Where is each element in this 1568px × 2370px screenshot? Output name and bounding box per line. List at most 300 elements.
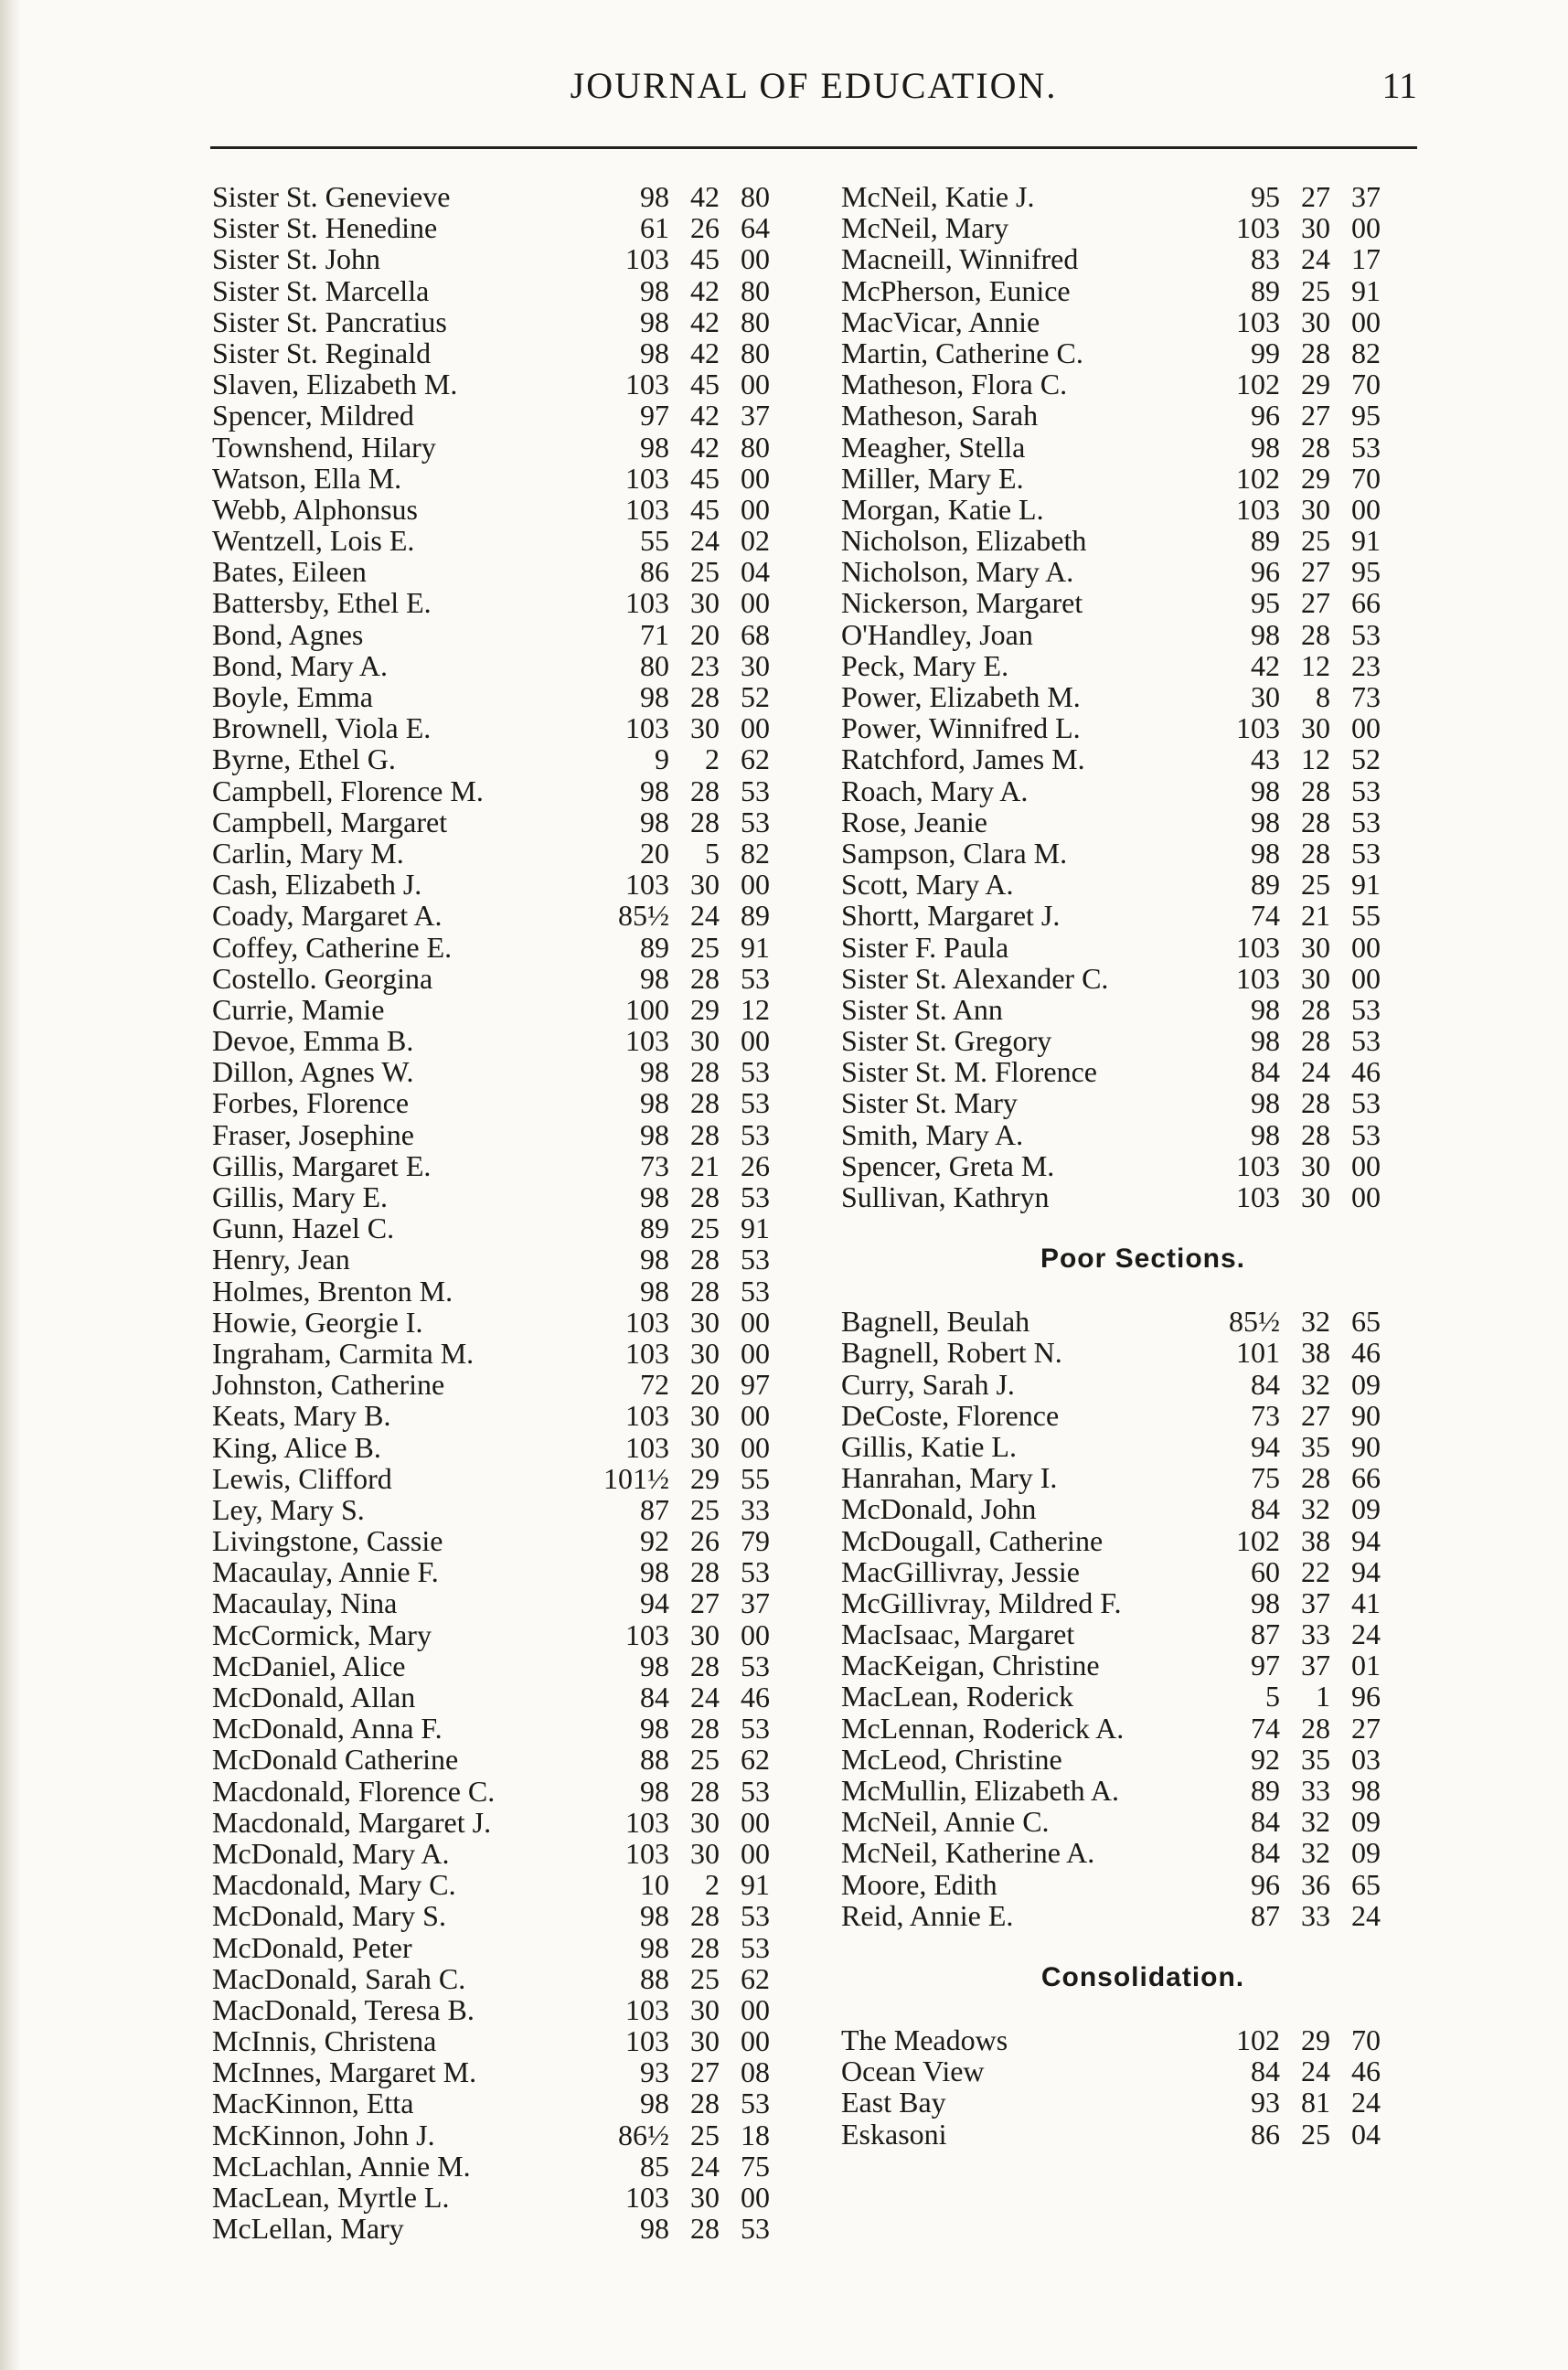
entry-value-3: 33 <box>741 1492 770 1526</box>
entry-value-2: 30 <box>690 1399 720 1433</box>
entry-name: Sister St. John <box>212 242 381 276</box>
table-row <box>212 1994 811 2025</box>
entry-value-1: 80 <box>640 648 669 682</box>
table-row <box>841 775 1445 806</box>
entry-value-1: 83 <box>1251 242 1280 276</box>
entry-value-3: 00 <box>741 461 770 495</box>
consolidation-heading: Consolidation. <box>1040 1961 1245 1992</box>
entry-value-1: 98 <box>640 1899 669 1933</box>
table-row <box>841 1837 1445 1868</box>
entry-value-3: 37 <box>741 399 770 432</box>
entry-value-3: 53 <box>741 2212 770 2246</box>
entry-value-3: 65 <box>1351 1305 1381 1339</box>
poor-sections-list <box>841 1306 1445 1931</box>
entry-name: MacIsaac, Margaret <box>841 1617 1075 1651</box>
entry-name: McDonald, Anna F. <box>212 1712 443 1745</box>
entry-name: Nicholson, Elizabeth <box>841 524 1087 558</box>
table-row <box>212 1338 811 1369</box>
entry-name: McNeil, Annie C. <box>841 1805 1050 1839</box>
entry-value-2: 26 <box>690 211 720 245</box>
table-row <box>212 1432 811 1463</box>
table-row <box>841 337 1445 368</box>
entry-value-3: 94 <box>1351 1554 1381 1588</box>
entry-value-2: 38 <box>1301 1336 1330 1370</box>
entry-value-1: 74 <box>1251 1711 1280 1745</box>
entry-value-1: 60 <box>1251 1554 1280 1588</box>
entry-name: Macaulay, Nina <box>212 1586 398 1620</box>
entry-value-2: 25 <box>690 1212 720 1245</box>
entry-value-1: 43 <box>1251 742 1280 776</box>
entry-value-2: 30 <box>690 1617 720 1651</box>
table-row <box>841 212 1445 243</box>
entry-value-1: 103 <box>625 1617 669 1651</box>
entry-value-2: 8 <box>1316 680 1330 713</box>
entry-name: Brownell, Viola E. <box>212 711 432 745</box>
entry-value-1: 103 <box>1236 1148 1280 1182</box>
entry-name: Ocean View <box>841 2055 985 2088</box>
entry-value-1: 103 <box>1236 1180 1280 1213</box>
entry-value-3: 00 <box>1351 1148 1381 1182</box>
table-row <box>212 1400 811 1431</box>
table-row <box>212 2056 811 2087</box>
entry-value-2: 25 <box>690 1743 720 1777</box>
entry-name: McDonald Catherine <box>212 1743 459 1777</box>
entry-value-2: 45 <box>690 461 720 495</box>
table-row <box>841 1150 1445 1181</box>
table-row <box>212 2182 811 2213</box>
entry-value-2: 28 <box>690 1649 720 1682</box>
entry-name: Coady, Margaret A. <box>212 899 443 933</box>
table-row <box>212 743 811 774</box>
entry-value-2: 21 <box>1301 899 1330 933</box>
entry-value-1: 72 <box>640 1368 669 1402</box>
entry-value-3: 53 <box>741 1055 770 1089</box>
entry-name: Nicholson, Mary A. <box>841 555 1074 589</box>
entry-value-3: 53 <box>1351 992 1381 1026</box>
entry-value-1: 96 <box>1251 399 1280 432</box>
entry-name: Sister St. Gregory <box>841 1024 1052 1058</box>
entry-name: Bates, Eileen <box>212 555 367 589</box>
entry-name: Hanrahan, Mary I. <box>841 1461 1058 1495</box>
entry-name: Gillis, Katie L. <box>841 1429 1017 1463</box>
table-row <box>841 1181 1445 1212</box>
entry-value-2: 42 <box>690 304 720 338</box>
table-row <box>212 494 811 525</box>
entry-name: Reid, Annie E. <box>841 1898 1014 1932</box>
entry-value-1: 30 <box>1251 680 1280 713</box>
entry-value-1: 103 <box>625 868 669 902</box>
entry-value-1: 103 <box>625 1992 669 2026</box>
entry-value-2: 24 <box>690 899 720 933</box>
entry-value-2: 23 <box>690 648 720 682</box>
entry-name: Watson, Ella M. <box>212 461 402 495</box>
table-row <box>841 243 1445 274</box>
entry-name: Battersby, Ethel E. <box>212 586 432 620</box>
entry-value-1: 98 <box>640 430 669 464</box>
entry-name: Webb, Alphonsus <box>212 492 418 526</box>
entry-value-2: 28 <box>690 2212 720 2246</box>
entry-value-3: 53 <box>741 2087 770 2120</box>
entry-value-3: 53 <box>741 805 770 838</box>
entry-value-3: 53 <box>1351 1117 1381 1151</box>
entry-value-1: 61 <box>640 211 669 245</box>
entry-name: McDonald, Peter <box>212 1930 412 1964</box>
entry-value-3: 00 <box>741 2024 770 2058</box>
entry-name: Bagnell, Robert N. <box>841 1336 1062 1370</box>
entry-value-1: 103 <box>625 1805 669 1839</box>
entry-value-3: 53 <box>741 961 770 995</box>
entry-value-2: 29 <box>1301 2023 1330 2056</box>
page-header <box>210 64 1417 119</box>
table-row <box>841 650 1445 681</box>
entry-name: Campbell, Florence M. <box>212 774 484 807</box>
entry-value-1: 103 <box>625 461 669 495</box>
entry-value-1: 98 <box>640 180 669 213</box>
entry-value-3: 90 <box>1351 1429 1381 1463</box>
entry-value-2: 45 <box>690 242 720 276</box>
entry-value-3: 94 <box>1351 1523 1381 1557</box>
entry-value-3: 27 <box>1351 1711 1381 1745</box>
entry-value-1: 98 <box>640 1243 669 1276</box>
entry-value-2: 20 <box>690 617 720 651</box>
table-row <box>212 525 811 556</box>
entry-value-2: 81 <box>1301 2086 1330 2119</box>
table-row <box>841 306 1445 337</box>
table-row <box>212 619 811 650</box>
entry-name: Macaulay, Annie F. <box>212 1555 439 1589</box>
entry-value-3: 80 <box>741 336 770 369</box>
entry-name: MacVicar, Annie <box>841 304 1040 338</box>
entry-value-3: 00 <box>741 368 770 401</box>
table-row <box>212 1181 811 1212</box>
entry-name: Sullivan, Kathryn <box>841 1180 1050 1213</box>
entry-name: Sister F. Paula <box>841 930 1009 964</box>
table-row <box>212 1494 811 1525</box>
entry-value-1: 102 <box>1236 461 1280 495</box>
table-row <box>212 932 811 963</box>
entry-value-3: 53 <box>1351 617 1381 651</box>
entry-value-2: 25 <box>690 555 720 589</box>
entry-value-2: 29 <box>690 992 720 1026</box>
table-row <box>212 838 811 869</box>
entry-value-1: 103 <box>625 1336 669 1370</box>
entry-value-3: 95 <box>1351 555 1381 589</box>
entry-value-2: 29 <box>1301 368 1330 401</box>
table-row <box>841 1556 1445 1587</box>
consolidation-list <box>841 2024 1445 2150</box>
entry-value-1: 98 <box>640 336 669 369</box>
entry-value-2: 29 <box>690 1461 720 1495</box>
entry-value-3: 65 <box>1351 1867 1381 1901</box>
entry-value-1: 89 <box>640 1212 669 1245</box>
entry-value-3: 91 <box>1351 273 1381 307</box>
entry-value-1: 95 <box>1251 586 1280 620</box>
entry-value-1: 86½ <box>618 2118 669 2151</box>
entry-value-1: 98 <box>640 2087 669 2120</box>
entry-name: King, Alice B. <box>212 1430 381 1464</box>
entry-value-2: 27 <box>1301 586 1330 620</box>
entry-value-2: 45 <box>690 492 720 526</box>
entry-value-1: 97 <box>640 399 669 432</box>
entry-name: McGillivray, Mildred F. <box>841 1585 1122 1619</box>
entry-value-1: 98 <box>640 1055 669 1089</box>
entry-name: Townshend, Hilary <box>212 430 436 464</box>
entry-value-1: 103 <box>625 2181 669 2214</box>
entry-value-2: 30 <box>1301 211 1330 245</box>
entry-name: Cash, Elizabeth J. <box>212 868 422 902</box>
entry-value-2: 30 <box>690 1336 720 1370</box>
table-row <box>212 1369 811 1400</box>
table-row <box>841 587 1445 618</box>
entry-name: The Meadows <box>841 2023 1008 2056</box>
entry-value-2: 30 <box>690 1992 720 2026</box>
entry-value-2: 12 <box>1301 742 1330 776</box>
table-row <box>212 1963 811 1994</box>
entry-value-3: 53 <box>1351 1086 1381 1120</box>
table-row <box>841 1337 1445 1368</box>
entry-value-2: 26 <box>690 1524 720 1558</box>
entry-value-3: 08 <box>741 2055 770 2089</box>
entry-name: McDonald, Mary S. <box>212 1899 446 1933</box>
entry-value-1: 89 <box>1251 273 1280 307</box>
entry-value-3: 02 <box>741 524 770 558</box>
entry-value-2: 28 <box>1301 1117 1330 1151</box>
entry-value-1: 73 <box>640 1148 669 1182</box>
entry-value-2: 25 <box>690 1961 720 1995</box>
entry-value-3: 09 <box>1351 1367 1381 1401</box>
table-row <box>212 181 811 212</box>
table-row <box>841 1775 1445 1806</box>
table-row <box>841 1744 1445 1775</box>
table-row <box>212 587 811 618</box>
entry-value-3: 53 <box>741 1180 770 1213</box>
entry-name: Wentzell, Lois E. <box>212 524 415 558</box>
entry-name: Sister St. M. Florence <box>841 1055 1097 1089</box>
entry-name: Meagher, Stella <box>841 430 1026 464</box>
entry-value-1: 103 <box>625 1024 669 1058</box>
entry-value-3: 09 <box>1351 1836 1381 1870</box>
table-row <box>841 1306 1445 1337</box>
entry-value-2: 25 <box>1301 273 1330 307</box>
entry-value-1: 93 <box>1251 2086 1280 2119</box>
entry-value-3: 64 <box>741 211 770 245</box>
table-row <box>841 838 1445 869</box>
table-row <box>841 1900 1445 1931</box>
entry-name: McDaniel, Alice <box>212 1649 406 1682</box>
table-row <box>212 2213 811 2244</box>
entry-value-1: 98 <box>1251 1117 1280 1151</box>
table-row <box>212 650 811 681</box>
entry-name: Matheson, Sarah <box>841 399 1039 432</box>
entry-name: McNeil, Katie J. <box>841 180 1035 213</box>
entry-name: Roach, Mary A. <box>841 774 1029 807</box>
entry-name: Byrne, Ethel G. <box>212 742 396 776</box>
entry-value-3: 00 <box>1351 492 1381 526</box>
entry-value-3: 62 <box>741 1743 770 1777</box>
entry-value-3: 23 <box>1351 648 1381 682</box>
entry-value-1: 102 <box>1236 1523 1280 1557</box>
entry-value-3: 00 <box>741 586 770 620</box>
entry-name: Gillis, Mary E. <box>212 1180 388 1213</box>
entry-name: Sister St. Pancratius <box>212 304 447 338</box>
entry-value-2: 28 <box>690 805 720 838</box>
entry-name: Slaven, Elizabeth M. <box>212 368 458 401</box>
entry-value-3: 95 <box>1351 399 1381 432</box>
table-row <box>212 1681 811 1713</box>
entry-value-2: 30 <box>1301 1180 1330 1213</box>
table-row <box>212 463 811 494</box>
entry-value-2: 42 <box>690 273 720 307</box>
table-row <box>212 775 811 806</box>
entry-value-3: 46 <box>741 1681 770 1713</box>
entry-value-3: 82 <box>741 836 770 870</box>
journal-title: JOURNAL OF EDUCATION. <box>570 65 1058 106</box>
entry-name: O'Handley, Joan <box>841 617 1033 651</box>
entry-value-1: 89 <box>640 930 669 964</box>
entry-value-2: 30 <box>690 2181 720 2214</box>
entry-value-1: 100 <box>625 992 669 1026</box>
table-row <box>212 1900 811 1931</box>
entry-name: McDonald, John <box>841 1492 1037 1526</box>
table-row <box>841 400 1445 431</box>
entry-value-2: 30 <box>690 868 720 902</box>
table-row <box>841 806 1445 838</box>
entry-value-3: 26 <box>741 1148 770 1182</box>
entry-value-1: 99 <box>1251 336 1280 369</box>
entry-value-3: 53 <box>741 1712 770 1745</box>
entry-value-2: 28 <box>690 2087 720 2120</box>
entry-value-2: 28 <box>1301 617 1330 651</box>
entry-value-2: 27 <box>1301 180 1330 213</box>
entry-value-3: 73 <box>1351 680 1381 713</box>
entry-value-1: 103 <box>625 1399 669 1433</box>
entry-name: Miller, Mary E. <box>841 461 1024 495</box>
entry-value-3: 66 <box>1351 1461 1381 1495</box>
table-row <box>212 1776 811 1807</box>
table-row <box>841 463 1445 494</box>
entry-value-1: 103 <box>1236 961 1280 995</box>
entry-name: Ingraham, Carmita M. <box>212 1336 475 1370</box>
entry-value-3: 24 <box>1351 1617 1381 1651</box>
table-row <box>212 1650 811 1681</box>
entry-name: Power, Winnifred L. <box>841 711 1081 745</box>
entry-value-2: 30 <box>1301 961 1330 995</box>
entry-value-2: 28 <box>690 774 720 807</box>
table-row <box>212 275 811 306</box>
entry-value-3: 53 <box>1351 774 1381 807</box>
entry-value-2: 30 <box>690 586 720 620</box>
entry-value-3: 53 <box>1351 836 1381 870</box>
entry-value-2: 32 <box>1301 1836 1330 1870</box>
entry-name: Peck, Mary E. <box>841 648 1009 682</box>
entry-name: Johnston, Catherine <box>212 1368 445 1402</box>
entry-value-1: 71 <box>640 617 669 651</box>
entry-value-3: 24 <box>1351 1898 1381 1932</box>
entry-value-3: 53 <box>741 1555 770 1589</box>
entry-value-1: 98 <box>1251 1585 1280 1619</box>
entry-name: Lewis, Clifford <box>212 1461 392 1495</box>
entry-value-1: 94 <box>1251 1429 1280 1463</box>
entry-name: Coffey, Catherine E. <box>212 930 453 964</box>
entry-value-2: 30 <box>690 1836 720 1870</box>
entry-value-3: 24 <box>1351 2086 1381 2119</box>
entry-name: McInnes, Margaret M. <box>212 2055 477 2089</box>
entry-value-3: 00 <box>741 1336 770 1370</box>
entry-value-1: 74 <box>1251 899 1280 933</box>
entry-value-3: 41 <box>1351 1585 1381 1619</box>
entry-value-1: 89 <box>1251 868 1280 902</box>
entry-value-2: 28 <box>1301 774 1330 807</box>
entry-value-2: 30 <box>690 1305 720 1339</box>
entry-name: McDougall, Catherine <box>841 1523 1104 1557</box>
entry-value-3: 80 <box>741 430 770 464</box>
table-row <box>212 963 811 994</box>
table-row <box>841 2087 1445 2118</box>
entry-value-1: 92 <box>640 1524 669 1558</box>
entry-value-3: 91 <box>1351 524 1381 558</box>
entry-value-2: 32 <box>1301 1805 1330 1839</box>
entry-value-2: 28 <box>690 1274 720 1308</box>
entry-value-3: 17 <box>1351 242 1381 276</box>
entry-name: Bond, Agnes <box>212 617 364 651</box>
table-row <box>212 400 811 431</box>
entry-value-1: 103 <box>625 492 669 526</box>
right-column-list <box>841 181 1445 1212</box>
entry-value-1: 85½ <box>1229 1305 1280 1339</box>
entry-name: Henry, Jean <box>212 1243 350 1276</box>
entry-value-3: 91 <box>741 1212 770 1245</box>
entry-value-1: 87 <box>1251 1898 1280 1932</box>
entry-value-1: 93 <box>640 2055 669 2089</box>
table-row <box>212 1212 811 1244</box>
entry-value-1: 96 <box>1251 1867 1280 1901</box>
table-row <box>212 1244 811 1275</box>
entry-name: Dillon, Agnes W. <box>212 1055 414 1089</box>
entry-name: Livingstone, Cassie <box>212 1524 443 1558</box>
entry-value-3: 03 <box>1351 1742 1381 1776</box>
entry-name: Costello. Georgina <box>212 961 433 995</box>
table-row <box>841 525 1445 556</box>
entry-value-1: 103 <box>625 1305 669 1339</box>
entry-value-1: 9 <box>655 742 669 776</box>
entry-value-2: 21 <box>690 1148 720 1182</box>
entry-value-2: 36 <box>1301 1867 1330 1901</box>
entry-value-1: 84 <box>1251 1836 1280 1870</box>
entry-value-3: 46 <box>1351 2055 1381 2088</box>
entry-value-2: 25 <box>1301 868 1330 902</box>
table-row <box>841 1056 1445 1087</box>
entry-value-2: 30 <box>1301 1148 1330 1182</box>
entry-name: Carlin, Mary M. <box>212 836 404 870</box>
entry-value-3: 55 <box>1351 899 1381 933</box>
table-row <box>841 1587 1445 1618</box>
table-row <box>212 712 811 743</box>
entry-value-2: 28 <box>690 1086 720 1120</box>
table-row <box>841 869 1445 900</box>
entry-value-1: 98 <box>640 304 669 338</box>
table-row <box>841 932 1445 963</box>
entry-value-1: 89 <box>1251 1774 1280 1807</box>
entry-value-1: 98 <box>1251 1086 1280 1120</box>
entry-name: McLachlan, Annie M. <box>212 2149 471 2183</box>
entry-value-3: 37 <box>1351 180 1381 213</box>
table-row <box>841 2024 1445 2055</box>
entry-value-3: 53 <box>741 1243 770 1276</box>
table-row <box>841 1713 1445 1744</box>
entry-value-1: 98 <box>640 1712 669 1745</box>
entry-name: Curry, Sarah J. <box>841 1367 1015 1401</box>
entry-name: Sister St. Reginald <box>212 336 432 369</box>
